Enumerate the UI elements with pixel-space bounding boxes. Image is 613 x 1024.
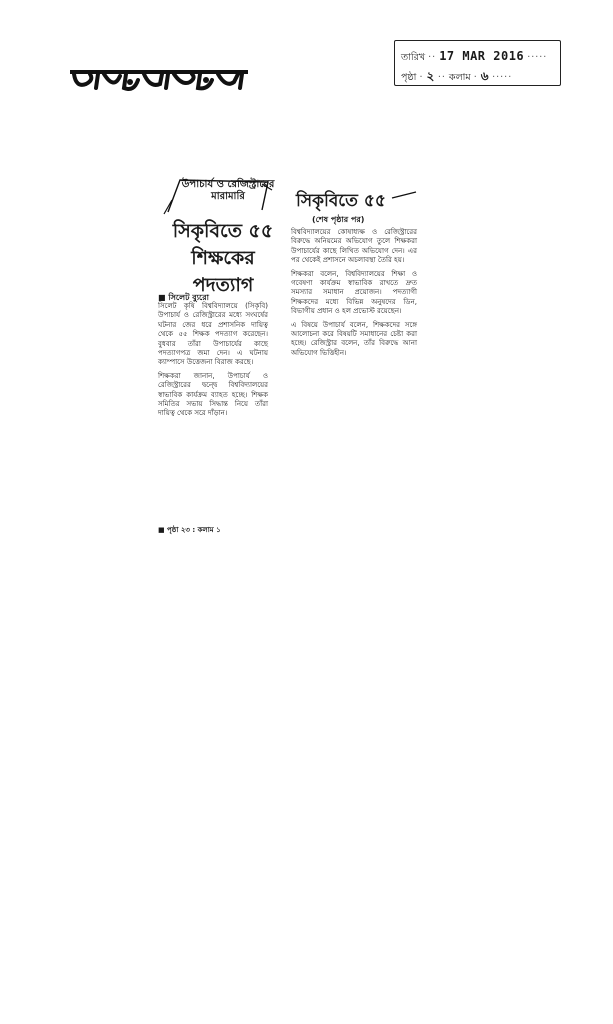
- clipping-date-stamp: তারিখ ·· 17 MAR 2016 ····· পৃষ্ঠা · ২ ·· কলাম · ৬ ·····: [394, 40, 561, 86]
- body-paragraph: শিক্ষকরা জানান, উপাচার্য ও রেজিস্ট্রারের দ্বন্দ্বে বিশ্ববিদ্যালয়ের স্বাভাবিক কার্যক্রম ব্যাহত হচ্ছে। শিক্ষক সমিতির সভায় সিদ্ধান্ত নিয়ে তাঁরা দায়িত্ব থেকে সরে দাঁড়ান।: [158, 371, 268, 418]
- body-paragraph: এ বিষয়ে উপাচার্য বলেন, শিক্ষকদের সঙ্গে আলোচনা করে বিষয়টি সমাধানের চেষ্টা করা হচ্ছে। রেজিস্ট্রার বলেন, তাঁর বিরুদ্ধে আনা অভিযোগ ভিত্তিহীন।: [291, 320, 417, 357]
- continuation-headline: সিকৃবিতে ৫৫: [296, 191, 386, 211]
- news-clipping-front-page: [150, 176, 278, 541]
- body-paragraph: সিলেট কৃষি বিশ্ববিদ্যালয়ে (সিকৃবি) উপাচার্য ও রেজিস্ট্রারের মধ্যে সংঘর্ষের ঘটনার জের ধরে প্রশাসনিক দায়িত্ব থেকে ৫৫ শিক্ষক পদত্যাগ করেছেন। বুধবার তাঁরা উপাচার্যের কাছে পদত্যাগপত্র জমা দেন। এ ঘটনায় ক্যাম্পাসে উত্তেজনা বিরাজ করছে।: [158, 302, 268, 367]
- headline: সিকৃবিতে ৫৫ শিক্ষকের পদত্যাগ: [172, 220, 274, 296]
- body-paragraph: বিশ্ববিদ্যালয়ের কোষাধ্যক্ষ ও রেজিস্ট্রারের বিরুদ্ধে অনিয়মের অভিযোগ তুলে শিক্ষকরা উপাচার্যের কাছে লিখিত অভিযোগ দেন। এর পর থেকেই প্রশাসনে অচলাবস্থা তৈরি হয়।: [291, 228, 417, 265]
- date-value: 17 MAR 2016: [439, 49, 525, 63]
- body-paragraph: শিক্ষকরা বলেন, বিশ্ববিদ্যালয়ের শিক্ষা ও গবেষণা কার্যক্রম স্বাভাবিক রাখতে দ্রুত সমস্যার সমাধান প্রয়োজন। পদত্যাগী শিক্ষকদের মধ্যে বিভিন্ন অনুষদের ডিন, বিভাগীয় প্রধান ও হল প্রভোস্ট রয়েছেন।: [291, 269, 417, 316]
- byline: ■ সিলেট ব্যুরো: [158, 293, 209, 302]
- kicker-text: উপাচার্য ও রেজিস্ট্রারের মারামারি: [181, 179, 275, 202]
- page-value: ২: [426, 69, 435, 83]
- continuation-byline: (শেষ পৃষ্ঠার পর): [312, 215, 365, 224]
- column-label: কলাম: [448, 72, 471, 83]
- cut-mark: [390, 190, 418, 200]
- column-value: ৬: [480, 69, 490, 83]
- news-clipping-continuation: [282, 188, 420, 603]
- continuation-reference: ■ পৃষ্ঠা ২৩ : কলাম ১: [158, 526, 221, 534]
- date-label: তারিখ: [401, 52, 426, 63]
- continuation-body: [291, 228, 417, 358]
- newspaper-masthead-logo: [70, 58, 250, 92]
- page-label: পৃষ্ঠা: [401, 72, 417, 83]
- article-body: [158, 302, 268, 419]
